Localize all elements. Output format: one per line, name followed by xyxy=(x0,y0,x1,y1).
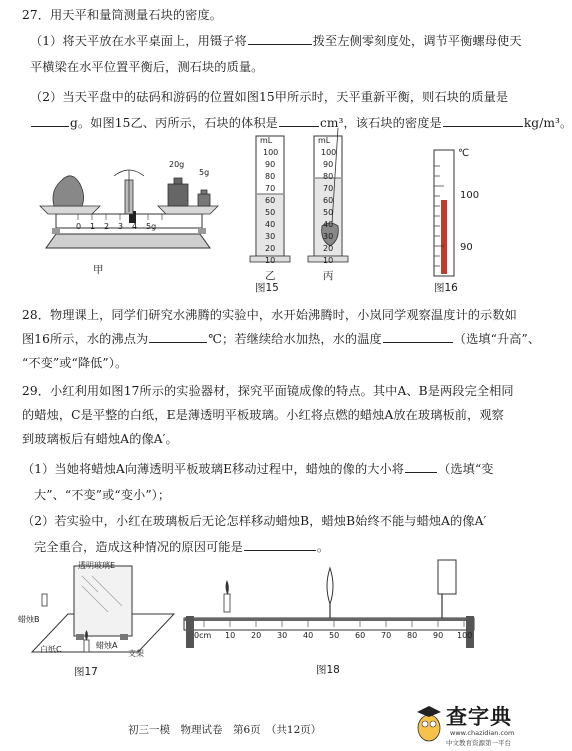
q29-part1-cont: 大”、“不变”或“变小”）； xyxy=(34,488,171,502)
glass-e-label: 透明玻璃E xyxy=(78,561,116,570)
q27-part2-text-c: cm³，该石块的密度是 xyxy=(319,116,442,130)
page-footer: 初三一模 物理试卷 第6页 （共12页） xyxy=(128,724,322,736)
weight-20g-label: 20g xyxy=(169,160,185,169)
q27-part1-text-b: 拨至左侧零刻度处，调节平衡螺母使天 xyxy=(312,34,522,48)
scale-tick: 5g xyxy=(146,222,157,231)
q29-part1-text-b: （选填“变 xyxy=(438,462,494,476)
paper-c-label: 白纸C xyxy=(40,645,62,654)
q28-text-b3: （选填“升高”、 xyxy=(453,332,541,346)
q27-part1 xyxy=(30,32,522,49)
logo-title: 查字典 xyxy=(446,705,512,729)
weight-5g-label: 5g xyxy=(199,168,210,177)
bench-tick: 60 xyxy=(355,631,366,640)
candle-a-label: 蜡烛A xyxy=(96,641,118,650)
bench-tick: 10 xyxy=(225,631,236,640)
q29-part2: （2）若实验中，小红在玻璃板后无论怎样移动蜡烛B，蜡烛B始终不能与蜡烛A的像A′ xyxy=(22,514,487,528)
cylinder-tick: 60 xyxy=(265,196,276,205)
q29-line-c: 到玻璃板后有蜡烛A的像A′。 xyxy=(22,432,178,446)
q27-part2: （2）当天平盘中的砝码和游码的位置如图15甲所示时，天平重新平衡，则石块的质量是 xyxy=(30,90,509,104)
cylinder-tick: 20 xyxy=(323,244,334,253)
logo-subtitle: 中文教育资源第一平台 xyxy=(446,739,511,747)
answer-blank-rider[interactable] xyxy=(248,33,312,45)
candle-b-label: 蜡烛B xyxy=(18,615,40,624)
scale-tick: 2 xyxy=(104,222,110,231)
q29-part2-text-b: 完全重合，造成这种情况的原因可能是 xyxy=(34,540,243,554)
bench-tick: 0cm xyxy=(194,631,212,640)
cylinder-tick: 30 xyxy=(323,232,334,241)
fig18-caption: 图18 xyxy=(316,664,340,676)
q29-line-b: 的蜡烛，C是平整的白纸，E是薄透明平板玻璃。小红将点燃的蜡烛A放在玻璃板前，观察 xyxy=(22,408,504,422)
q27-part2-text-d: kg/m³。 xyxy=(523,116,572,130)
cylinder-tick: 70 xyxy=(265,184,276,193)
fig16-caption: 图16 xyxy=(434,282,458,294)
answer-blank-mass[interactable] xyxy=(31,115,69,127)
cylinder-tick: 100 xyxy=(263,148,279,157)
cylinder-tick: 10 xyxy=(265,256,276,265)
cylinder-tick: 90 xyxy=(265,160,276,169)
cylinder-tick: 30 xyxy=(265,232,276,241)
cylinder-tick: 80 xyxy=(265,172,276,181)
cylinder-tick: 40 xyxy=(265,220,276,229)
thermometer-tick-90: 90 xyxy=(460,242,473,253)
scale-tick: 3 xyxy=(118,222,124,231)
fig16-thermometer xyxy=(424,146,484,278)
bench-tick: 80 xyxy=(407,631,418,640)
unit-ml: mL xyxy=(318,136,331,145)
answer-blank-temperature[interactable] xyxy=(383,331,453,343)
answer-blank-volume[interactable] xyxy=(279,115,319,127)
q27-stem: 27．用天平和量筒测量石块的密度。 xyxy=(22,8,223,22)
q29-part1-text-a: （1）当她将蜡烛A向薄透明平板玻璃E移动过程中，蜡烛的像的大小将 xyxy=(22,462,405,476)
q29-part2-cont xyxy=(34,538,329,555)
answer-blank-image-size[interactable] xyxy=(405,461,437,473)
bench-tick: 100 xyxy=(457,631,473,640)
cylinder-tick: 100 xyxy=(321,148,337,157)
fig15-label-yi: 乙 xyxy=(265,270,276,282)
logo-url: www.chazidian.com xyxy=(450,729,515,737)
q28-line-c: “不变”或“降低”）。 xyxy=(22,356,128,370)
stand-label: 支架 xyxy=(128,649,144,658)
fig15-label-bing: 丙 xyxy=(323,270,334,282)
q29-part2-text-c: 。 xyxy=(316,540,330,554)
mascot-icon xyxy=(414,700,444,744)
cylinder-tick: 70 xyxy=(323,184,334,193)
scale-tick: 4 xyxy=(132,222,138,231)
q28-line-a: 28．物理课上，同学们研究水沸腾的实验中，水开始沸腾时，小岚同学观察温度计的示数如 xyxy=(22,308,517,322)
bench-tick: 50 xyxy=(329,631,340,640)
thermometer-tick-100: 100 xyxy=(460,190,480,201)
q28-line-b xyxy=(22,330,540,347)
fig17-caption: 图17 xyxy=(74,666,98,678)
cylinder-tick: 40 xyxy=(323,220,334,229)
fig15-caption: 图15 xyxy=(255,282,279,294)
q27-part2-cont xyxy=(30,114,572,131)
q29-line-a: 29．小红利用如图17所示的实验器材，探究平面镜成像的特点。其中A、B是两段完全相同 xyxy=(22,384,514,398)
q29-part1 xyxy=(22,460,494,477)
answer-blank-boiling-point[interactable] xyxy=(149,331,207,343)
cylinder-tick: 50 xyxy=(323,208,334,217)
cylinder-tick: 90 xyxy=(323,160,334,169)
cylinder-tick: 20 xyxy=(265,244,276,253)
bench-tick: 90 xyxy=(433,631,444,640)
thermometer-unit: ℃ xyxy=(458,148,470,159)
fig15-balance xyxy=(28,150,228,272)
scale-tick: 1 xyxy=(90,222,96,231)
cylinder-tick: 10 xyxy=(323,256,334,265)
fig15-label-jia: 甲 xyxy=(93,264,104,276)
answer-blank-density[interactable] xyxy=(443,115,523,127)
unit-ml: mL xyxy=(260,136,273,145)
bench-tick: 20 xyxy=(251,631,262,640)
q27-part2-text-b: g。如图15乙、丙所示，石块的体积是 xyxy=(70,116,278,130)
cylinder-tick: 60 xyxy=(323,196,334,205)
q27-part1-text-a: （1）将天平放在水平桌面上，用镊子将 xyxy=(30,34,247,48)
q27-part1-cont: 平横梁在水平位置平衡后，测石块的质量。 xyxy=(30,60,264,74)
q28-text-b1: 图16所示，水的沸点为 xyxy=(22,332,149,346)
bench-tick: 40 xyxy=(303,631,314,640)
q28-text-b2: ℃；若继续给水加热，水的温度 xyxy=(208,332,382,346)
scale-tick: 0 xyxy=(76,222,82,231)
cylinder-tick: 50 xyxy=(265,208,276,217)
bench-tick: 30 xyxy=(277,631,288,640)
bench-tick: 70 xyxy=(381,631,392,640)
cylinder-tick: 80 xyxy=(323,172,334,181)
answer-blank-reason[interactable] xyxy=(244,539,316,551)
